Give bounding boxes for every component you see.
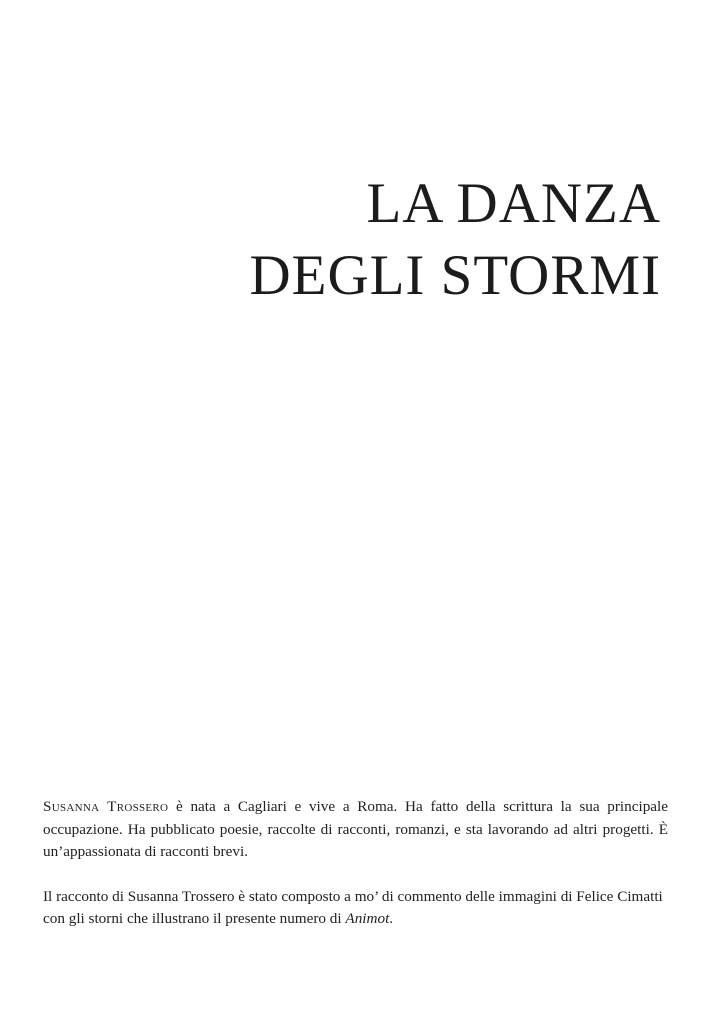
journal-name: Animot bbox=[345, 910, 390, 927]
story-note-text: Il racconto di Susanna Trossero è stato composto a mo’ di commento delle immagini di Felice Cimatti con gli storni che illustrano il presente numero di bbox=[43, 887, 663, 927]
title-line-1: LA DANZA bbox=[366, 172, 661, 235]
story-note-end: . bbox=[389, 910, 394, 927]
author-bio bbox=[43, 796, 668, 864]
author-bio-text: è nata a Cagliari e vive a Roma. Ha fatto della scrittura la sua principale occupazione. Ha pubblicato poesie, raccolte di racconti, romanzi, e sta lavorando ad altri progetti. È un’appassionata di racconti brevi. bbox=[43, 798, 668, 860]
author-name: Susanna Trossero bbox=[43, 798, 169, 815]
story-note bbox=[43, 886, 668, 931]
author-notes bbox=[43, 796, 668, 953]
title-line-2: DEGLI STORMI bbox=[249, 244, 661, 307]
page-title bbox=[249, 168, 661, 312]
